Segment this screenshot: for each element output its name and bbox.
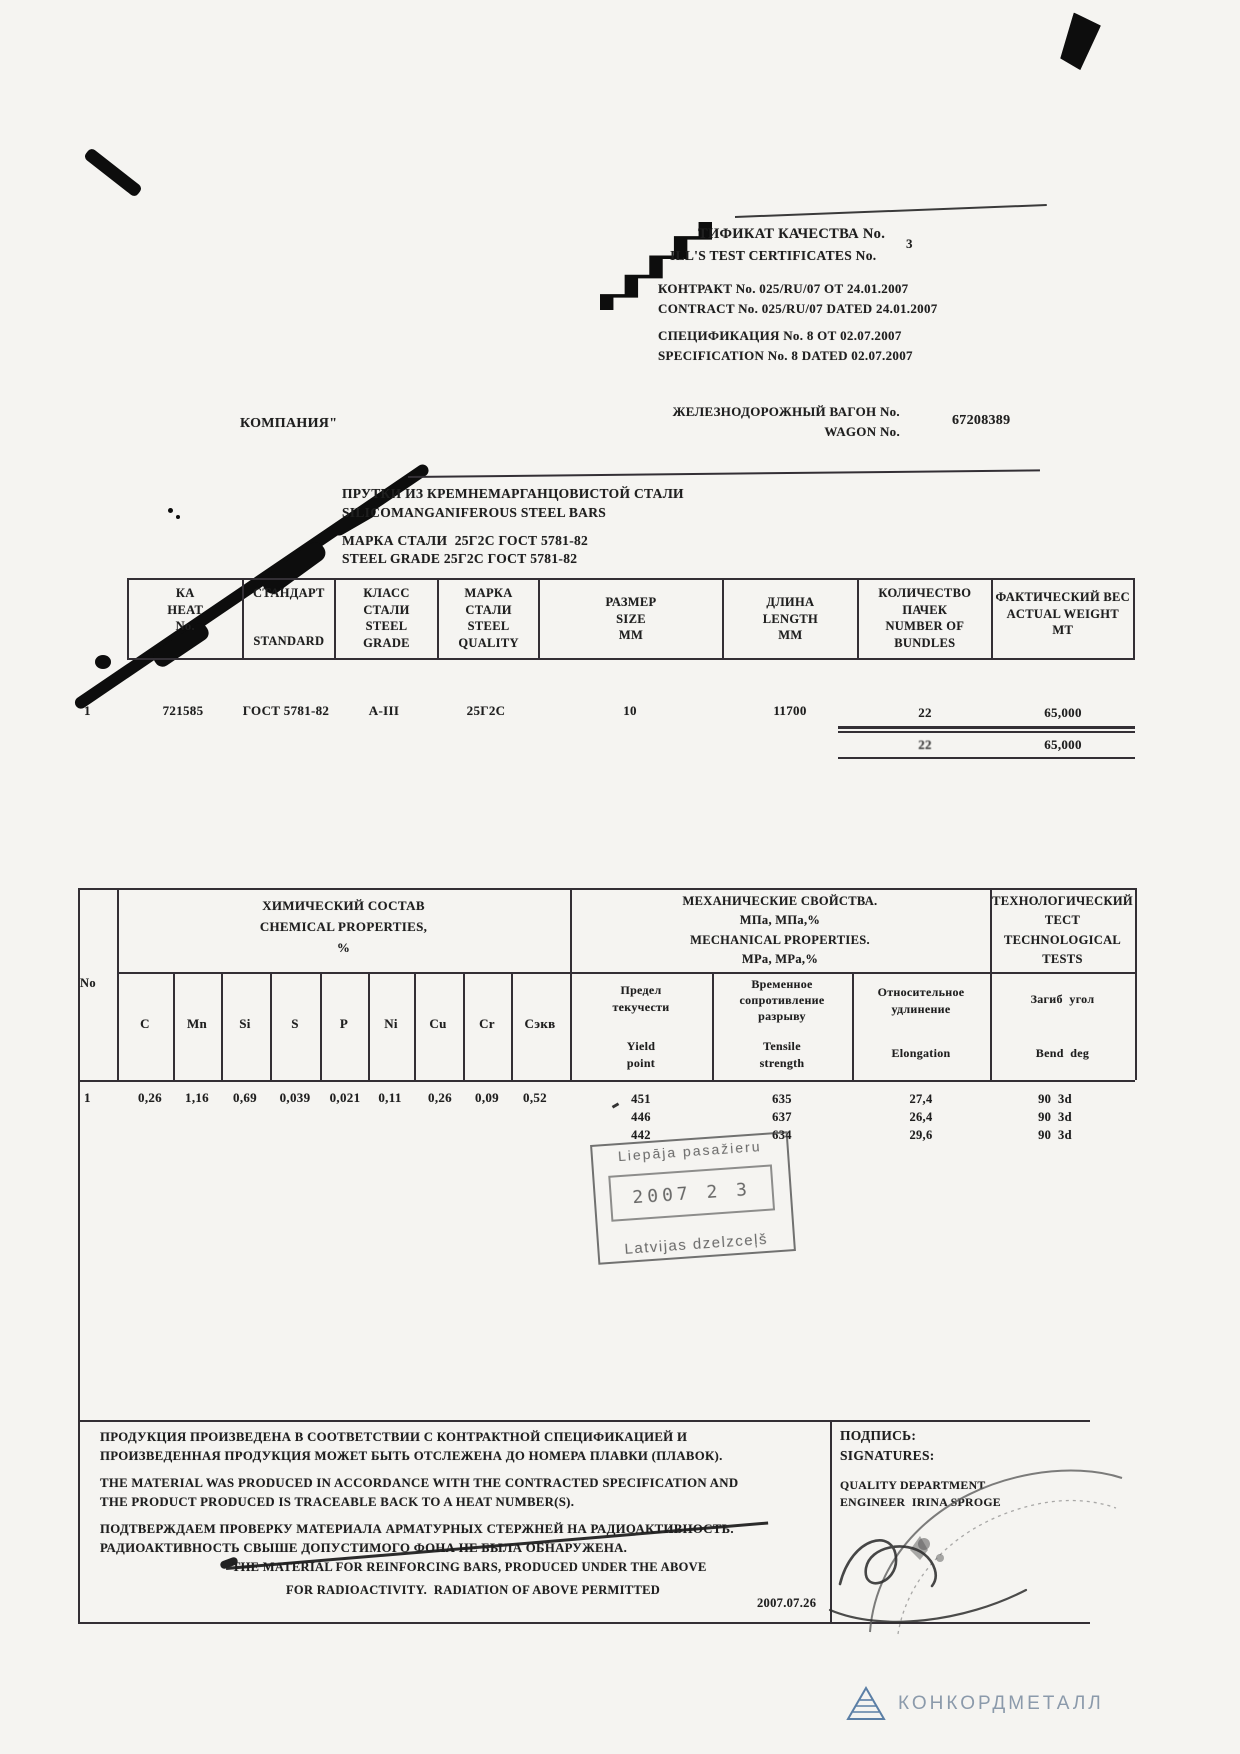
chem-col-C: C	[140, 1016, 150, 1031]
footer-para1-ru: ПРОДУКЦИЯ ПРОИЗВЕДЕНА В СООТВЕТСТВИИ С КОНТРАКТНОЙ СПЕЦИФИКАЦИЕЙ И ПРОИЗВЕДЕННАЯ ПРОДУКЦИЯ МОЖЕТ БЫТЬ ОТСЛЕЖЕНА ДО НОМЕРА ПЛАВКИ (ПЛАВОК).	[100, 1430, 723, 1464]
bend-values	[985, 1090, 1125, 1144]
chem-col-P: P	[339, 1016, 349, 1031]
tensile-head-en-2: strength	[759, 1055, 805, 1070]
chem-val-Cr: 0,09	[475, 1090, 499, 1105]
elong-head-ru-2: удлинение	[891, 1001, 951, 1016]
t2-chem-div4	[320, 972, 322, 1080]
col-class-line1: КЛАСС	[363, 586, 410, 600]
scan-artifact-dash	[83, 147, 143, 198]
shipment-table-header	[127, 578, 1135, 660]
col-length-line1: ДЛИНА	[766, 595, 815, 609]
col-quality-line2: СТАЛИ	[465, 602, 512, 617]
bend-header-ru: Загиб угол	[1030, 992, 1095, 1006]
t2-chem-div1	[173, 972, 175, 1080]
col-size-line3: ММ	[618, 628, 644, 642]
yield-val-3: 442	[631, 1128, 651, 1143]
tensile-head-ru-3: разрыву	[758, 1009, 806, 1024]
col-heat-line3: No.	[175, 619, 195, 633]
chem-col-Ni: Ni	[384, 1016, 398, 1031]
col-steel-quality	[437, 580, 539, 658]
tensile-strength-header-en	[714, 1038, 850, 1072]
product-name-ru: ПРУТКИ ИЗ КРЕМНЕМАРГАНЦОВИСТОЙ СТАЛИ	[342, 486, 684, 501]
tech-title-line1: ТЕХНОЛОГИЧЕСКИЙ	[992, 894, 1133, 908]
product-name-en: SILICOMANGANIFEROUS STEEL BARS	[342, 505, 607, 520]
steel-quality-value: 25Г2С	[466, 703, 506, 718]
scan-artifact-speck2	[176, 515, 180, 519]
tech-title-line3: TECHNOLOGICAL	[1003, 932, 1122, 947]
round-stamp-and-signature	[812, 1432, 1142, 1672]
logo-text: КОНКОРДМЕТАЛЛ	[898, 1693, 1104, 1714]
elong-head-ru-1: Относительное	[877, 985, 965, 999]
t2-chem-div6	[414, 972, 416, 1080]
bend-val-1: 90 3d	[1038, 1092, 1072, 1106]
yield-values	[581, 1090, 701, 1144]
tensile-val-1: 635	[772, 1092, 792, 1106]
bend-val-3: 90 3d	[1038, 1128, 1072, 1143]
yield-head-en-2: point	[626, 1055, 656, 1070]
scan-artifact-corner-fold	[1056, 12, 1102, 71]
totals-rule-top-a	[838, 726, 1135, 729]
t2-right-border	[1135, 888, 1137, 1080]
t2-chem-div8	[511, 972, 513, 1080]
signature-label-en: SIGNATURES:	[840, 1448, 935, 1463]
elong-val-3: 29,6	[909, 1128, 933, 1143]
heat-number-value: 721585	[162, 703, 204, 718]
chem-val-S: 0,039	[279, 1090, 311, 1105]
t2-top-border	[78, 888, 1135, 890]
scan-artifact-speck1	[168, 508, 173, 513]
footer-para2-en-line1: THE MATERIAL FOR REINFORCING BARS, PRODUCED UNDER THE ABOVE	[232, 1560, 707, 1574]
chem-val-C: 0,26	[138, 1090, 162, 1105]
chem-val-Cekv: 0,52	[523, 1090, 547, 1105]
stamp-line1: Liepāja pasažieru	[617, 1138, 762, 1165]
col-class-line4: GRADE	[363, 635, 410, 650]
stamp-date-box	[608, 1164, 775, 1221]
col-bundles-line3: NUMBER OF	[885, 619, 965, 633]
chem-val-Ni: 0,11	[378, 1090, 402, 1105]
col-weight-line1: ФАКТИЧЕСКИЙ ВЕС	[995, 590, 1131, 604]
stamp-date: 2007 2 3	[631, 1178, 752, 1208]
steel-class-value: А-III	[368, 703, 400, 718]
mechanical-properties-title	[570, 892, 990, 970]
col-size-line2: SIZE	[616, 611, 646, 626]
col-actual-weight	[991, 580, 1133, 658]
chem-val-Si: 0,69	[233, 1090, 257, 1105]
chem-col-Mn: Mn	[186, 1016, 208, 1031]
contract-line-en: CONTRACT No. 025/RU/07 DATED 24.01.2007	[658, 301, 938, 316]
bend-header-en: Bend deg	[1035, 1046, 1090, 1060]
chem-col-S: S	[291, 1016, 299, 1031]
chem-col-Si: Si	[239, 1016, 251, 1031]
certificate-title-en: ILL'S TEST CERTIFICATES No.	[670, 248, 877, 263]
col-bundles	[857, 580, 990, 658]
yield-head-ru-2: текучести	[612, 999, 670, 1014]
t2-chem-div2	[221, 972, 223, 1080]
chem-col-Cr: Cr	[479, 1016, 495, 1031]
bundles-total: 22	[918, 737, 932, 752]
col-length-line3: ММ	[778, 628, 803, 642]
col-weight-line2: ACTUAL WEIGHT	[1006, 606, 1119, 621]
col-quality-line1: МАРКА	[464, 586, 513, 600]
t2-chem-div7	[463, 972, 465, 1080]
col-standard-line1: СТАНДАРТ	[253, 586, 325, 600]
footer-para2-ru: ПОДТВЕРЖДАЕМ ПРОВЕРКУ МАТЕРИАЛА АРМАТУРНЫХ СТЕРЖНЕЙ НА РАДИОАКТИВНОСТЬ. РАДИОАКТИВНОСТЬ СВЫШЕ ДОПУСТИМОГО ФОНА НЕ БЫЛА ОБНАРУЖЕНА.	[100, 1522, 734, 1556]
scan-artifact-page-edge-line	[735, 204, 1047, 218]
chem-val-Mn: 1,16	[185, 1090, 209, 1105]
steel-grade-en: STEEL GRADE 25Г2С ГОСТ 5781-82	[342, 551, 578, 566]
col-bundles-line4: BUNDLES	[894, 635, 956, 650]
weight-total: 65,000	[1044, 737, 1082, 752]
tensile-val-3: 634	[772, 1128, 792, 1143]
signer-name: ENGINEER IRINA SPROGE	[840, 1495, 1001, 1509]
stamp-line3: Latvijas dzelzceļš	[623, 1230, 769, 1258]
scan-artifact-dot	[95, 655, 111, 669]
wagon-label-ru: ЖЕЛЕЗНОДОРОЖНЫЙ ВАГОН No.	[672, 404, 900, 419]
signature-label-ru: ПОДПИСЬ:	[840, 1428, 917, 1443]
col-quality-line4: QUALITY	[458, 635, 519, 650]
col-heat-no	[129, 580, 242, 658]
col-heat-line1: КА	[175, 586, 195, 600]
tensile-head-ru-1: Временное	[751, 977, 813, 991]
specification-line-ru: СПЕЦИФИКАЦИЯ No. 8 ОТ 02.07.2007	[658, 328, 902, 343]
yield-head-ru-1: Предел	[620, 983, 662, 997]
t2-chem-div5	[368, 972, 370, 1080]
contract-line-ru: КОНТРАКТ No. 025/RU/07 ОТ 24.01.2007	[658, 281, 909, 296]
wagon-number: 67208389	[952, 413, 1011, 428]
totals-rule-bottom	[838, 757, 1135, 759]
chem-title-line1: ХИМИЧЕСКИЙ СОСТАВ	[262, 898, 425, 913]
bundles-value: 22	[918, 705, 932, 720]
chem-col-Cekv: Сэкв	[524, 1016, 556, 1031]
round-stamp-outer-arc	[870, 1471, 1122, 1632]
mech-title-line1: МЕХАНИЧЕСКИЕ СВОЙСТВА.	[682, 894, 878, 908]
col-class-line2: СТАЛИ	[363, 602, 410, 617]
t2-chem-div3	[270, 972, 272, 1080]
no-column-label: No	[80, 976, 96, 990]
standard-value: ГОСТ 5781-82	[242, 703, 330, 718]
weight-value: 65,000	[1044, 705, 1082, 720]
yield-point-header-ru	[581, 982, 701, 1016]
tech-title-line2: ТЕСТ	[1044, 913, 1081, 928]
railway-stamp	[590, 1131, 796, 1265]
round-stamp-inner-arc	[898, 1501, 1116, 1634]
round-stamp-blob2	[936, 1554, 944, 1562]
col-heat-line2: HEAT	[167, 602, 204, 617]
yield-val-1: 451	[631, 1092, 651, 1106]
yield-head-en-1: Yield	[626, 1039, 656, 1053]
col-quality-line3: STEEL	[467, 619, 510, 633]
length-value: 11700	[773, 703, 807, 718]
logo-triangle-icon	[846, 1686, 886, 1722]
tensile-strength-header-ru	[714, 976, 850, 1025]
signature-swash	[830, 1590, 1026, 1622]
specification-line-en: SPECIFICATION No. 8 DATED 02.07.2007	[658, 348, 913, 363]
steel-grade-ru: МАРКА СТАЛИ 25Г2С ГОСТ 5781-82	[342, 533, 589, 548]
company-logo	[846, 1686, 1104, 1722]
footer-date: 2007.07.26	[757, 1596, 817, 1610]
t2-bottom-border	[78, 1080, 1135, 1082]
t2-left-border	[78, 888, 80, 1622]
chem-col-Cu: Cu	[429, 1016, 447, 1031]
technological-tests-title	[990, 892, 1135, 970]
chem-val-Cu: 0,26	[428, 1090, 452, 1105]
col-weight-line3: МТ	[1052, 623, 1074, 637]
mech-title-line3: MECHANICAL PROPERTIES.	[690, 932, 870, 947]
chem-val-P: 0,021	[329, 1090, 361, 1105]
chem-title-line2: CHEMICAL PROPERTIES,	[259, 918, 428, 934]
company-name-partial: КОМПАНИЯ"	[240, 416, 338, 431]
elongation-header-ru	[854, 984, 988, 1018]
mech-title-line2: МПа, МПа,%	[739, 913, 821, 928]
footer-top-border	[78, 1420, 1090, 1422]
elong-val-2: 26,4	[909, 1110, 933, 1125]
tensile-head-en-1: Tensile	[763, 1039, 801, 1053]
col-steel-class	[334, 580, 437, 658]
col-bundles-line1: КОЛИЧЕСТВО	[878, 586, 972, 600]
footer-para2-en-line2: FOR RADIOACTIVITY. RADIATION OF ABOVE PERMITTED	[286, 1583, 661, 1597]
row-number: 1	[84, 703, 91, 718]
yield-val-2: 446	[631, 1110, 651, 1125]
certificate-number: 3	[906, 236, 913, 251]
yield-point-header-en	[581, 1038, 701, 1072]
elong-val-1: 27,4	[909, 1092, 933, 1106]
col-size	[538, 580, 721, 658]
chemical-properties-title	[117, 896, 570, 958]
certificate-title-ru: ТИФИКАТ КАЧЕСТВА No.	[698, 226, 886, 242]
elongation-values	[854, 1090, 988, 1144]
col-length-line2: LENGTH	[762, 611, 819, 626]
tensile-val-2: 637	[772, 1110, 792, 1125]
wagon-label-en: WAGON No.	[824, 424, 900, 439]
tensile-head-ru-2: сопротивление	[739, 993, 825, 1008]
col-class-line3: STEEL	[365, 619, 408, 633]
size-value: 10	[623, 703, 637, 718]
product-rule-line	[408, 469, 1040, 477]
totals-rule-top-b	[838, 731, 1135, 733]
elongation-header-en: Elongation	[891, 1046, 951, 1060]
bend-val-2: 90 3d	[1038, 1110, 1072, 1125]
t2-row-number: 1	[84, 1090, 91, 1105]
col-standard-line2: STANDARD	[253, 633, 325, 648]
col-length	[722, 580, 857, 658]
col-bundles-line2: ПАЧЕК	[902, 602, 948, 617]
col-standard	[242, 580, 335, 658]
mech-title-line4: MPa, MPa,%	[741, 952, 819, 967]
chem-title-line3: %	[336, 939, 351, 955]
col-size-line1: РАЗМЕР	[605, 595, 657, 609]
tech-title-line4: TESTS	[1042, 952, 1083, 967]
signer-title: QUALITY DEPARTMENT	[840, 1478, 986, 1492]
footer-para1-en: THE MATERIAL WAS PRODUCED IN ACCORDANCE WITH THE CONTRACTED SPECIFICATION AND THE PRODUCT PRODUCED IS TRACEABLE BACK TO A HEAT NUMBER(S).	[100, 1476, 739, 1510]
